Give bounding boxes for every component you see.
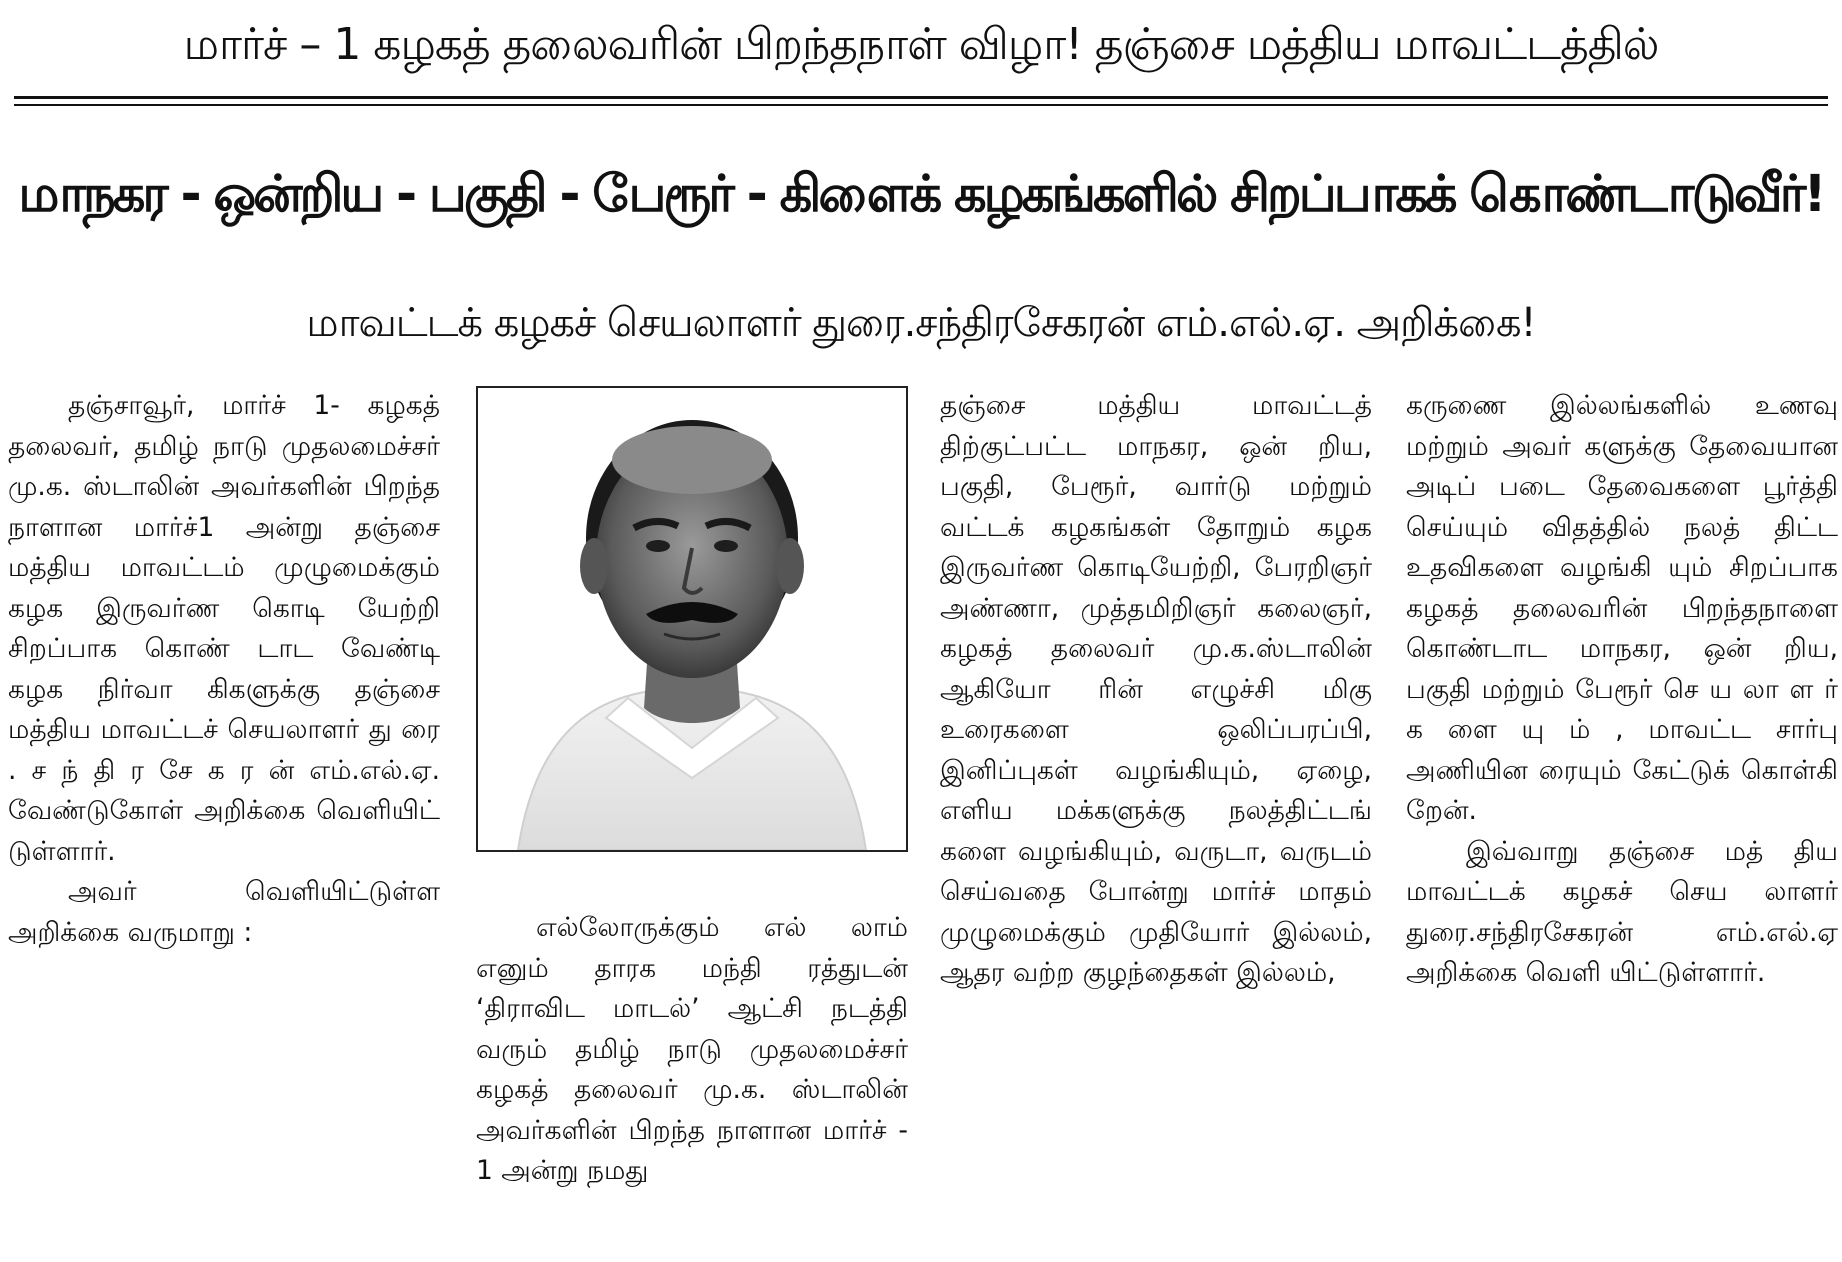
column-3-paragraph-1: தஞ்சை மத்திய மாவட்டத் திற்குட்பட்ட மாநகர, ஒன் றிய, பகுதி, பேரூர், வார்டு மற்றும் வட்டக் கழகங்கள் தோறும் கழக இருவர்ண கொடியேற்றி, பேரறிஞர் அண்ணா, முத்தமிறிஞர் கலைஞர், கழகத் தலைவர் மு.க.ஸ்டாலின் ஆகியோ ரின் எழுச்சி மிகு உரைகளை ஒலிப்பரப்பி, இனிப்புகள் வழங்கியும், ஏழை, எளிய மக்களுக்கு நலத்திட்டங் களை வழங்கியும், வருடா, வருடம் செய்வதை போன்று மார்ச் மாதம் முழுமைக்கும் முதியோர் இல்லம், ஆதர வற்ற குழந்தைகள் இல்லம், xyxy=(940,390,1372,988)
article-column-1 xyxy=(8,386,440,1262)
column-1-paragraph-1: தஞ்சாவூர், மார்ச் 1- கழகத் தலைவர், தமிழ் நாடு முதலமைச்சர் மு.க. ஸ்டாலின் அவர்களின் பிறந்த நாளான மார்ச்1 அன்று தஞ்சை மத்திய மாவட்டம் முழுமைக்கும் கழக இருவர்ண கொடி யேற்றி சிறப்பாக கொண் டாட வேண்டி கழக நிர்வா கிகளுக்கு தஞ்சை மத்திய மாவட்டச் செயலாளர் து ரை . ச ந் தி ர சே க ர ன் எம்.எல்.ஏ. வேண்டுகோள் அறிக்கை வெளியிட் டுள்ளார். xyxy=(8,390,440,867)
portrait-illustration xyxy=(478,388,906,850)
column-4-paragraph-1: கருணை இல்லங்களில் உணவு மற்றும் அவர் களுக்கு தேவையான அடிப் படை தேவைகளை பூர்த்தி செய்யும் விதத்தில் நலத் திட்ட உதவிகளை வழங்கி யும் சிறப்பாக கழகத் தலைவரின் பிறந்தநாளை கொண்டாட மாநகர, ஒன் றிய, பகுதி மற்றும் பேரூர் செ ய லா ள ர் க ளை யு ம் , மாவட்ட சார்பு அணியின ரையும் கேட்டுக் கொள்கி றேன். xyxy=(1406,390,1838,826)
top-rule xyxy=(14,96,1828,99)
main-headline: மாநகர - ஒன்றிய - பகுதி - பேரூர் - கிளைக் கழகங்களில் சிறப்பாகக் கொண்டாடுவீர்! xyxy=(18,165,1824,224)
column-1-paragraph-2: அவர் வெளியிட்டுள்ள அறிக்கை வருமாறு : xyxy=(8,876,440,948)
column-2-paragraph-1: எல்லோருக்கும் எல் லாம் எனும் தாரக மந்தி ரத்துடன் ‘திராவிட மாடல்’ ஆட்சி நடத்தி வரும் தமிழ் நாடு முதலமைச்சர் கழகத் தலைவர் மு.க. ஸ்டாலின் அவர்களின் பிறந்த நாளான மார்ச் - 1 அன்று நமது xyxy=(476,912,908,1186)
article-column-4 xyxy=(1406,386,1838,1262)
top-rule-double xyxy=(14,104,1828,106)
portrait-photo xyxy=(476,386,908,852)
article-column-2 xyxy=(476,908,908,1262)
kicker-headline: மார்ச் – 1 கழகத் தலைவரின் பிறந்தநாள் விழா! தஞ்சை மத்திய மாவட்டத்தில் xyxy=(183,19,1659,70)
column-4-paragraph-2: இவ்வாறு தஞ்சை மத் திய மாவட்டக் கழகச் செய லாளர் துரை.சந்திரசேகரன் எம்.எல்.ஏ அறிக்கை வெளி யிட்டுள்ளார். xyxy=(1406,835,1838,988)
subheadline: மாவட்டக் கழகச் செயலாளர் துரை.சந்திரசேகரன் எம்.எல்.ஏ. அறிக்கை! xyxy=(306,300,1536,346)
article-column-3 xyxy=(940,386,1372,1262)
